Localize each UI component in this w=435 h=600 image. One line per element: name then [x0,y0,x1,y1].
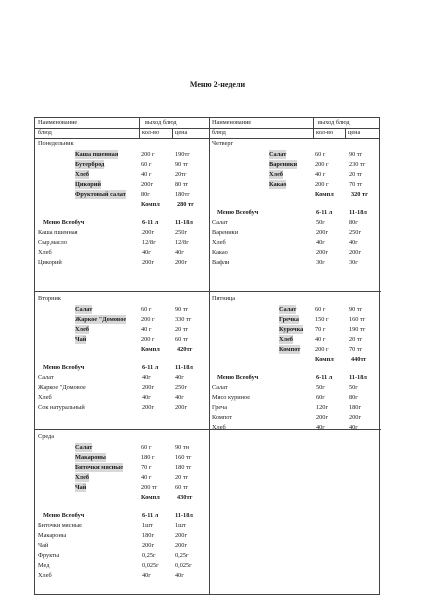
menu-item-price: 90 тг [349,306,363,313]
age-group-1: 6-11 л [316,374,333,381]
vseobuch-item-name: Биточки мясные [38,522,82,529]
vseobuch-item-qty-young: 180г [142,532,155,539]
menu-item-price: 160 тг [175,454,192,461]
day-heading: Среда [38,433,55,440]
age-group-1: 6-11 л [142,512,159,519]
menu-item-price: 190тг [175,151,190,158]
vseobuch-item-qty-old: 40г [175,394,184,401]
vseobuch-item-name: Фрукты [38,552,60,559]
vseobuch-item-name: Хлеб [38,249,52,256]
section-separator [35,429,381,430]
menu-item-qty: 70 г [141,464,152,471]
vseobuch-item-qty-old: 80г [349,394,358,401]
menu-item-price: 60 тг [175,484,189,491]
menu-item-price: 180 тг [175,464,192,471]
menu-item-qty: 40 г [141,171,152,178]
header-price-right: цена [348,129,361,136]
menu-item-name: Хлеб [279,336,294,343]
col-divider [313,118,314,138]
menu-item-price: 20 тг [175,326,189,333]
vseobuch-item-name: Хлеб [212,424,226,431]
vseobuch-item-name: Хлеб [212,239,226,246]
header-price-left: цена [175,129,188,136]
menu-item-name: Хлеб [75,326,90,333]
vseobuch-item-qty-old: 40г [175,572,184,579]
menu-item-name: Курочка [279,326,304,333]
vseobuch-item-qty-old: 30г [349,259,358,266]
menu-item-price: 70 тг [349,181,363,188]
vseobuch-item-qty-young: 200г [142,229,155,236]
vseobuch-item-qty-old: 200г [175,542,188,549]
age-group-2: 11-18л [175,364,193,371]
vseobuch-item-qty-old: 40г [349,239,358,246]
vseobuch-item-qty-old: 40г [175,374,184,381]
menu-item-price: 80 тг [175,181,189,188]
menu-item-price: 230 тг [349,161,366,168]
menu-item-qty: 200 г [315,181,329,188]
col-divider [345,128,346,138]
page-title: Меню 2-недели [189,80,246,89]
vseobuch-item-qty-old: 200г [175,532,188,539]
header-qty-left: кол-во [142,129,160,136]
menu-item-qty: 40 г [315,171,326,178]
kompl-label: Компл [141,201,160,208]
vseobuch-item-qty-young: 40г [142,249,151,256]
vseobuch-item-name: Салат [212,219,228,226]
menu-item-qty: 200 г [141,336,155,343]
vseobuch-item-qty-old: 50г [349,384,358,391]
vseobuch-heading: Меню Всеобуч [217,374,259,381]
vseobuch-item-qty-old: 180г [349,404,362,411]
header-qty-right: кол-во [316,129,334,136]
menu-item-price: 190 тг [349,326,366,333]
vseobuch-item-qty-young: 50г [316,219,325,226]
menu-item-price: 20тг [175,171,187,178]
menu-item-name: Вареники [269,161,298,168]
menu-item-price: 90 тг [349,151,363,158]
menu-item-qty: 70 г [315,326,326,333]
menu-item-name: Макароны [75,454,106,461]
menu-item-qty: 40 г [141,326,152,333]
menu-item-name: Гречка [279,316,299,323]
header-name-right: Наименование [212,119,252,126]
menu-item-qty: 40 г [315,336,326,343]
menu-item-price: 60 тг [175,336,189,343]
day-heading: Пятница [212,295,236,302]
vseobuch-item-qty-young: 0,25г [142,552,156,559]
vseobuch-item-qty-young: 1шт [142,522,153,529]
header-dish-left: блюд [38,129,52,136]
vseobuch-item-qty-young: 200г [142,542,155,549]
age-group-2: 11-18л [175,219,193,226]
kompl-price: 320 тг [351,191,368,198]
vseobuch-item-qty-old: 1шт [175,522,186,529]
menu-item-price: 180тг [175,191,190,198]
vseobuch-item-qty-old: 250г [175,384,188,391]
age-group-1: 6-11 л [142,364,159,371]
menu-item-name: Каша пшенная [75,151,119,158]
vseobuch-item-qty-young: 40г [316,239,325,246]
menu-item-name: Чай [75,336,87,343]
day-heading: Понедельник [38,140,74,147]
menu-item-name: Чай [75,484,87,491]
menu-item-name: Фруктовый салат [75,191,126,198]
menu-item-qty: 200 тг [141,484,158,491]
menu-item-price: 20 тг [349,336,363,343]
kompl-price: 430тг [177,494,193,501]
vseobuch-heading: Меню Всеобуч [217,209,259,216]
vseobuch-item-name: Каша пшенная [38,229,78,236]
vseobuch-item-qty-old: 12/8г [175,239,189,246]
vseobuch-item-name: Чай [38,542,49,549]
menu-item-name: Хлеб [269,171,284,178]
age-group-2: 11-18л [349,374,367,381]
vseobuch-item-name: Вареники [212,229,239,236]
menu-item-price: 90 тн [175,444,189,451]
menu-item-qty: 60 г [315,151,326,158]
vseobuch-item-name: Мясо куриное [212,394,251,401]
vseobuch-heading: Меню Всеобуч [43,512,85,519]
menu-item-name: Хлеб [75,171,90,178]
kompl-price: 440тг [351,356,367,363]
col-divider [139,118,140,138]
menu-item-qty: 180 г [141,454,155,461]
day-heading: Четверг [212,140,234,147]
vseobuch-item-name: Сыр,масло [38,239,67,246]
menu-item-name: Хлеб [75,474,90,481]
vseobuch-item-qty-old: 200г [349,414,362,421]
menu-item-name: Салат [75,444,93,451]
vseobuch-item-name: Салат [38,374,54,381]
vseobuch-item-qty-old: 250г [175,229,188,236]
menu-item-name: Бутерброд [75,161,105,168]
menu-item-name: Жаркое "Домовое [75,316,127,323]
vseobuch-item-qty-young: 200г [142,259,155,266]
menu-item-name: Какао [269,181,287,188]
kompl-label: Компл [315,356,334,363]
menu-item-qty: 60 г [315,306,326,313]
vseobuch-item-name: Греча [212,404,227,411]
vseobuch-item-qty-young: 120г [316,404,329,411]
vseobuch-item-name: Салат [212,384,228,391]
menu-item-qty: 200 г [141,151,155,158]
vseobuch-item-qty-young: 12/8г [142,239,156,246]
vseobuch-item-qty-old: 80г [349,219,358,226]
vseobuch-item-qty-old: 250г [349,229,362,236]
menu-item-qty: 200 г [141,316,155,323]
menu-item-qty: 60 г [141,306,152,313]
menu-item-qty: 60 г [141,444,152,451]
menu-item-name: Компот [279,346,301,353]
menu-item-qty: 60 г [141,161,152,168]
vseobuch-item-name: Сок натуральный [38,404,85,411]
vseobuch-item-qty-young: 200г [316,249,329,256]
age-group-1: 6-11 л [142,219,159,226]
vseobuch-item-qty-young: 40г [316,424,325,431]
vseobuch-heading: Меню Всеобуч [43,364,85,371]
kompl-label: Компл [141,346,160,353]
vseobuch-item-name: Цикорий [38,259,62,266]
menu-item-name: Салат [269,151,287,158]
menu-item-qty: 150 г [315,316,329,323]
menu-item-price: 20 тг [349,171,363,178]
vseobuch-item-qty-young: 40г [142,572,151,579]
vseobuch-item-name: Компот [212,414,233,421]
vseobuch-item-qty-young: 40г [142,394,151,401]
vseobuch-item-name: Вафли [212,259,230,266]
vseobuch-item-name: Хлеб [38,572,52,579]
vseobuch-heading: Меню Всеобуч [43,219,85,226]
header-output-left: выход блюд [145,119,177,126]
kompl-price: 420тг [177,346,193,353]
vseobuch-item-name: Мед [38,562,50,569]
kompl-price: 280 тг [177,201,194,208]
vseobuch-item-qty-old: 200г [175,259,188,266]
vseobuch-item-qty-young: 200г [316,229,329,236]
vseobuch-item-qty-young: 40г [142,374,151,381]
menu-item-qty: 200 г [315,346,329,353]
menu-item-name: Цикорий [75,181,101,188]
vseobuch-item-qty-young: 50г [316,384,325,391]
menu-item-price: 90 тг [175,161,189,168]
header-row-2 [35,128,379,139]
vseobuch-item-name: Жаркое "Домовое [38,384,86,391]
header-name-left: Наименование [38,119,78,126]
vseobuch-item-name: Какао [212,249,228,256]
kompl-label: Компл [141,494,160,501]
vseobuch-item-qty-old: 0,25г [175,552,189,559]
vseobuch-item-qty-old: 40г [349,424,358,431]
menu-table [34,117,380,595]
age-group-1: 6-11 л [316,209,333,216]
menu-item-name: Салат [75,306,93,313]
menu-item-qty: 80г [141,191,150,198]
vseobuch-item-name: Макароны [38,532,67,539]
menu-item-price: 70 тг [349,346,363,353]
menu-item-qty: 200 г [315,161,329,168]
kompl-label: Компл [315,191,334,198]
menu-item-name: Салат [279,306,297,313]
menu-item-price: 20 тг [175,474,189,481]
menu-item-name: Биточки мясные [75,464,123,471]
vseobuch-item-qty-old: 0,025г [175,562,192,569]
day-heading: Вторник [38,295,61,302]
menu-item-qty: 40 г [141,474,152,481]
col-divider [172,128,173,138]
header-dish-right: блюд [212,129,226,136]
menu-item-price: 90 тг [175,306,189,313]
vseobuch-item-qty-young: 200г [316,414,329,421]
menu-item-price: 330 тг [175,316,192,323]
center-divider [209,118,210,594]
vseobuch-item-qty-young: 200г [142,404,155,411]
vseobuch-item-qty-young: 60г [316,394,325,401]
age-group-2: 11-18л [349,209,367,216]
menu-item-price: 160 тг [349,316,366,323]
vseobuch-item-qty-young: 30г [316,259,325,266]
menu-item-qty: 200г [141,181,154,188]
vseobuch-item-name: Хлеб [38,394,52,401]
age-group-2: 11-18л [175,512,193,519]
vseobuch-item-qty-young: 0,025г [142,562,159,569]
header-output-right: выход блюд [318,119,350,126]
vseobuch-item-qty-old: 40г [175,249,184,256]
vseobuch-item-qty-old: 200г [175,404,188,411]
section-separator [35,291,381,292]
vseobuch-item-qty-young: 200г [142,384,155,391]
vseobuch-item-qty-old: 200г [349,249,362,256]
